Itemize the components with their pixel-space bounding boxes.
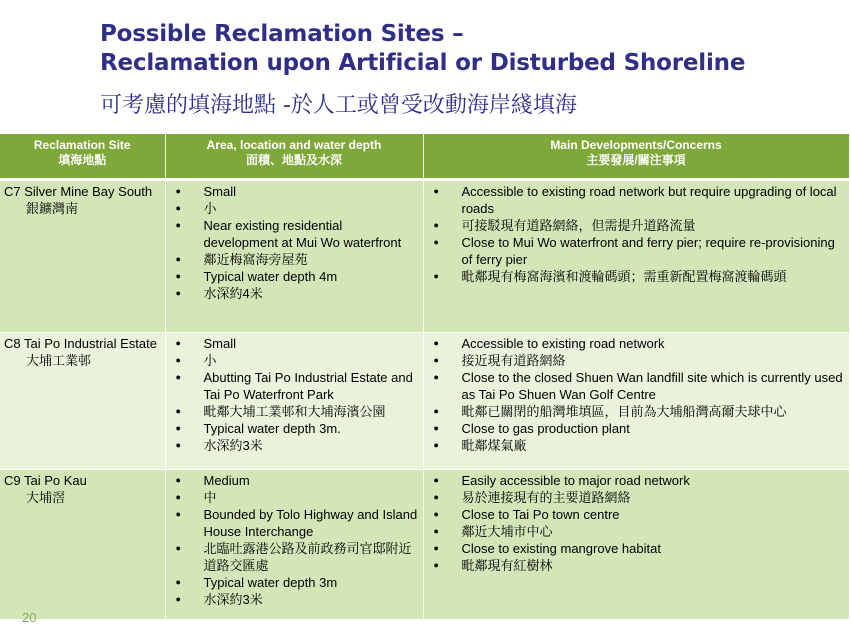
header-concerns-zh: 主要發展/關注事項	[586, 153, 686, 167]
reclamation-sites-table	[0, 134, 850, 620]
list-item: ● 中	[170, 489, 419, 506]
list-item: ● Typical water depth 3m	[170, 574, 419, 591]
list-item: ● 毗鄰煤氣廠	[428, 437, 845, 454]
list-item: ● Easily accessible to major road network	[428, 472, 845, 489]
site-name-chinese: 大埔工業邨	[26, 353, 92, 368]
table-row	[0, 470, 849, 620]
title-line-1: Possible Reclamation Sites –	[100, 21, 464, 47]
list-item: ● Small	[170, 335, 419, 352]
site-name: C8 Tai Po Industrial Estate	[4, 336, 157, 351]
list-item: ● Close to the closed Shuen Wan landfill site which is currently used as Tai Po Shuen Wan Golf Centre	[428, 369, 845, 403]
list-item: ● 易於連接現有的主要道路網絡	[428, 489, 845, 506]
list-item: ● Close to existing mangrove habitat	[428, 540, 845, 557]
list-item: ● 小	[170, 200, 419, 217]
list-item: ● 毗鄰現有梅窩海濱和渡輪碼頭；需重新配置梅窩渡輪碼頭	[428, 268, 845, 285]
slide-title	[100, 20, 840, 78]
list-item: ● Close to Mui Wo waterfront and ferry pier; require re-provisioning of ferry pier	[428, 234, 845, 268]
list-item: ● 毗鄰大埔工業邨和大埔海濱公園	[170, 403, 419, 420]
site-name: C7 Silver Mine Bay South	[4, 184, 153, 199]
header-concerns-en: Main Developments/Concerns	[550, 138, 722, 152]
header-area-en: Area, location and water depth	[206, 138, 382, 152]
page-number: 20	[22, 610, 37, 625]
header-site-en: Reclamation Site	[33, 138, 131, 152]
header-site	[0, 134, 165, 180]
list-item: ● 鄰近梅窩海旁屋苑	[170, 251, 419, 268]
site-name-chinese: 大埔滘	[26, 490, 66, 505]
list-item: ● Small	[170, 183, 419, 200]
header-area	[165, 134, 423, 180]
list-item: ● 毗鄰已關閉的船灣堆填區，目前為大埔船灣高爾夫球中心	[428, 403, 845, 420]
list-item: ● Bounded by Tolo Highway and Island House Interchange	[170, 506, 419, 540]
list-item: ● 水深約3米	[170, 437, 419, 454]
list-item: ● Typical water depth 3m.	[170, 420, 419, 437]
site-cell	[0, 333, 165, 470]
list-item: ● Typical water depth 4m	[170, 268, 419, 285]
list-item: ● Close to gas production plant	[428, 420, 845, 437]
site-name-chinese: 銀鑛灣南	[26, 201, 79, 216]
site-name: C9 Tai Po Kau	[4, 473, 87, 488]
site-cell	[0, 180, 165, 333]
list-item: ● Near existing residential development at Mui Wo waterfront	[170, 217, 419, 251]
list-item: ● 水深約4米	[170, 285, 419, 302]
list-item: ● Accessible to existing road network	[428, 335, 845, 352]
concerns-cell	[423, 180, 849, 333]
concerns-cell	[423, 470, 849, 620]
site-cell	[0, 470, 165, 620]
list-item: ● 北臨吐露港公路及前政務司官邸附近道路交匯處	[170, 540, 419, 574]
concerns-cell	[423, 333, 849, 470]
list-item: ● 水深約3米	[170, 591, 419, 608]
list-item: ● 可接駁現有道路網絡，但需提升道路流量	[428, 217, 845, 234]
title-line-2: Reclamation upon Artificial or Disturbed Shoreline	[100, 50, 746, 76]
area-cell	[165, 470, 423, 620]
list-item: ● Abutting Tai Po Industrial Estate and Tai Po Waterfront Park	[170, 369, 419, 403]
header-concerns	[423, 134, 849, 180]
list-item: ● 鄰近大埔市中心	[428, 523, 845, 540]
area-cell	[165, 180, 423, 333]
table-row	[0, 180, 849, 333]
table-header-row	[0, 134, 849, 180]
list-item: ● 接近現有道路網絡	[428, 352, 845, 369]
table-row	[0, 333, 849, 470]
list-item: ● 小	[170, 352, 419, 369]
list-item: ● Medium	[170, 472, 419, 489]
list-item: ● Accessible to existing road network but require upgrading of local roads	[428, 183, 845, 217]
header-site-zh: 填海地點	[58, 153, 107, 167]
list-item: ● Close to Tai Po town centre	[428, 506, 845, 523]
slide-title-chinese: 可考慮的填海地點 -於人工或曾受改動海岸綫填海	[100, 93, 577, 118]
header-area-zh: 面積、地點及水深	[245, 153, 342, 167]
list-item: ● 毗鄰現有紅樹林	[428, 557, 845, 574]
area-cell	[165, 333, 423, 470]
